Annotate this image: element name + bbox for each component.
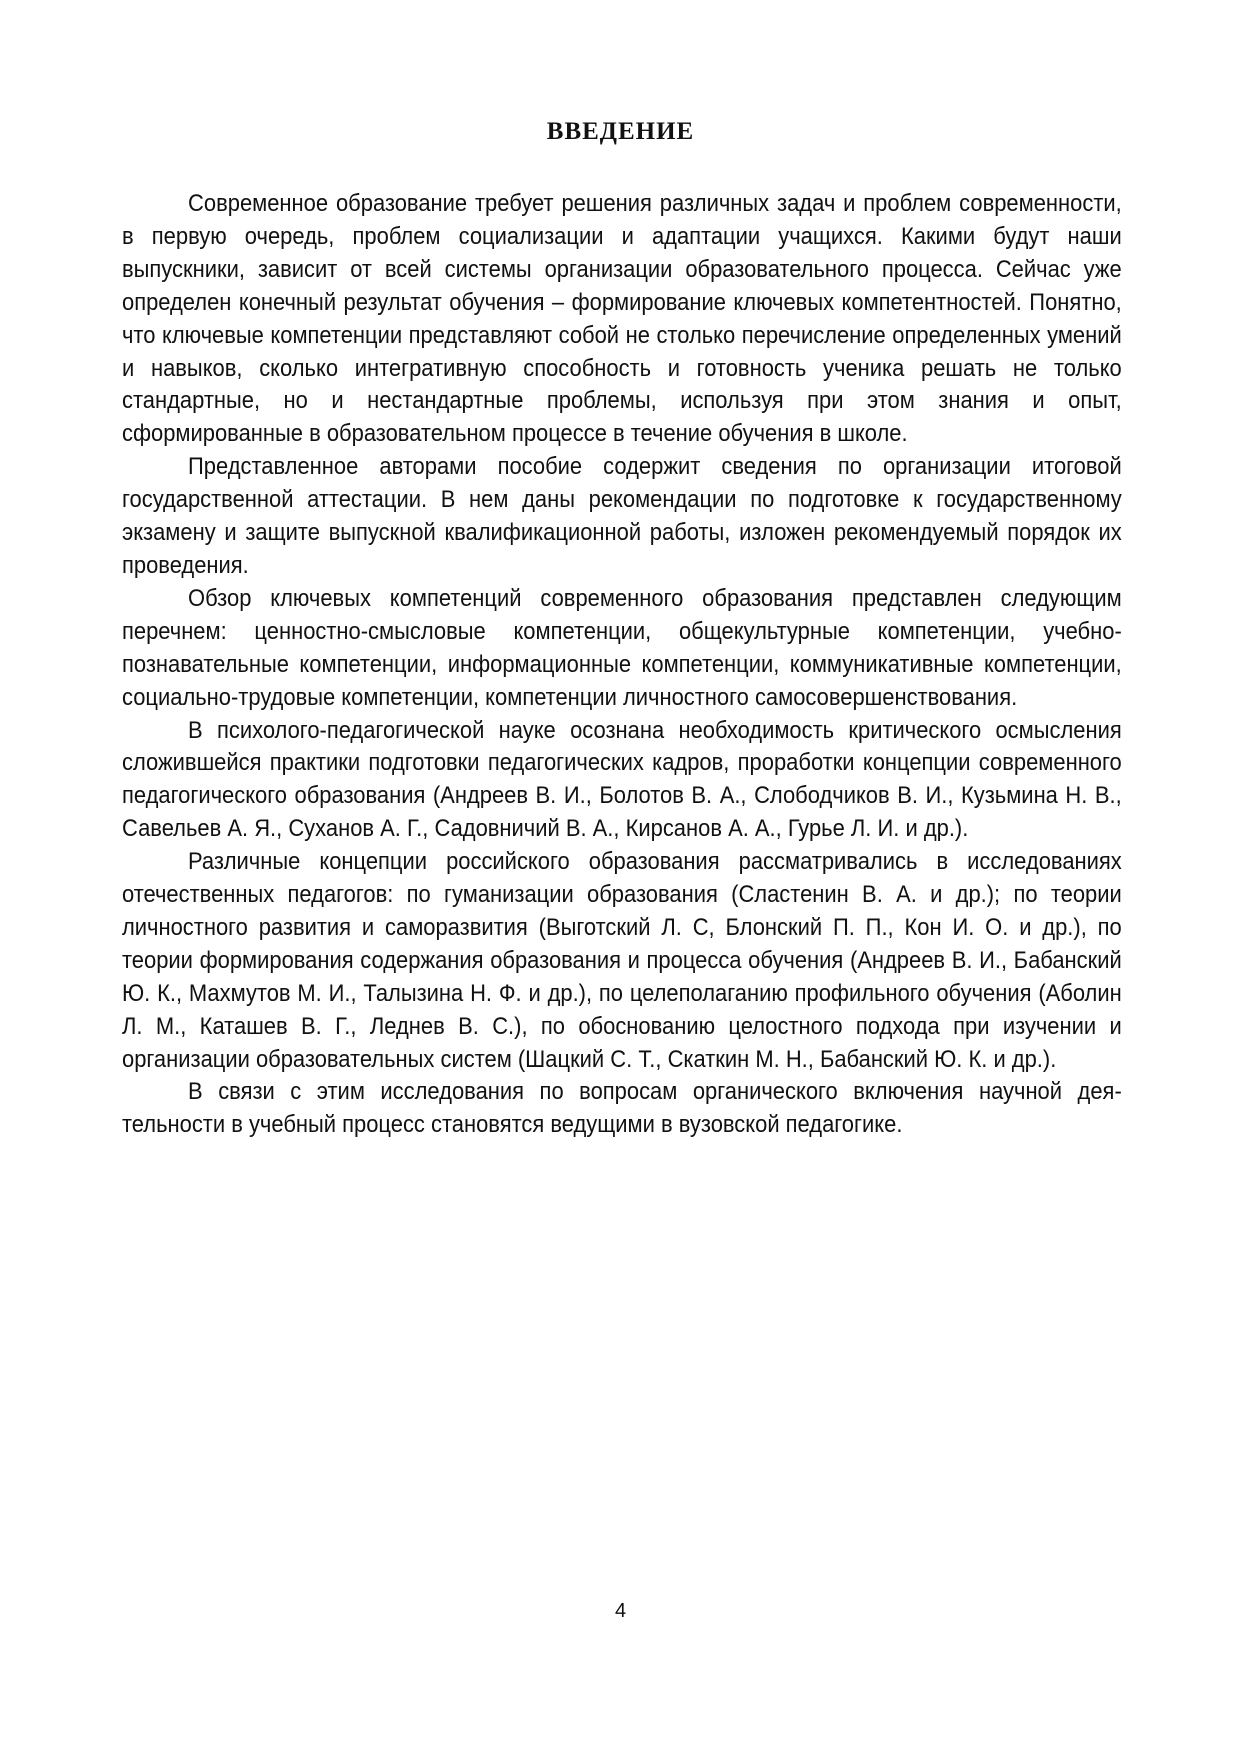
page-title: ВВЕДЕНИЕ: [546, 118, 695, 145]
paragraph-3: Обзор ключевых компетенций современного образования представлен следующим перечнем: ценностно-смысловые компетенции, общекультурные компетенции, учебнопознавательные компетенции, информационные компетенции, коммуникативные компетенции, социально-трудовые компетенции, компетенции личностного самосовершенствования.: [122, 585, 1122, 711]
body-text: [122, 188, 1122, 1142]
paragraph-5: Различные концепции российского образования рассматривались в исследованиях отечественных педагогов: по гуманизации образования (Сластенин В. А. и др.); по теории личностного развития и саморазвития (Выготский Л. С, Блонский П. П., Кон И. О. и др.), по теории формирования содержания образования и процесса обучения (Андреев В. И., Бабанский Ю. К., Махмутов М. И., Талызина Н. Ф. и др.), по целеполаганию профильного обучения (Аболин Л. М., Каташев В. Г., Леднев В. С.), по обоснованию целостного подхода при изучении и организации образовательных систем (Шацкий С. Т., Скаткин М. Н., Бабанский Ю. К. и др.).: [122, 849, 1122, 1073]
page-number: 4: [614, 1600, 627, 1622]
paragraph-4: В психолого-педагогической науке осознана необходимость критического осмысления сложившейся практики подготовки педагогических кадров, проработки концепции современного педагогического образования (Андреев В. И., Болотов В. А., Слободчиков В. И., Кузьмина Н. В., Савельев А. Я., Суханов А. Г., Садовничий В. А., Кирсанов А. А., Гурье Л. И. и др.).: [122, 717, 1122, 843]
paragraph-2: Представленное авторами пособие содержит сведения по организации итоговой государственной аттестации. В нем даны рекомендации по подготовке к государственному экзамену и защите выпускной квалификационной работы, изложен рекомендуемый порядок их проведения.: [122, 454, 1122, 579]
paragraph-1: Современное образование требует решения различных задач и проблем современности, в первую очередь, проблем социализации и адаптации учащихся. Какими будут наши выпускники, зависит от всей системы организации образовательного процесса. Сейчас уже определен конечный результат обучения – формирование ключевых компетентностей. Понятно, что ключевые компетенции представляют собой не столько перечисление определенных умений и навыков, сколько интегративную способность и готовность ученика решать не только стандартные, но и нестандартные проблемы, используя при этом знания и опыт, сформированные в образовательном процессе в течение обучения в школе.: [122, 191, 1122, 448]
paragraph-6: В связи с этим исследования по вопросам органического включения научной деятельности в учебный процесс становятся ведущими в вузовской педагогике.: [122, 1079, 1122, 1139]
